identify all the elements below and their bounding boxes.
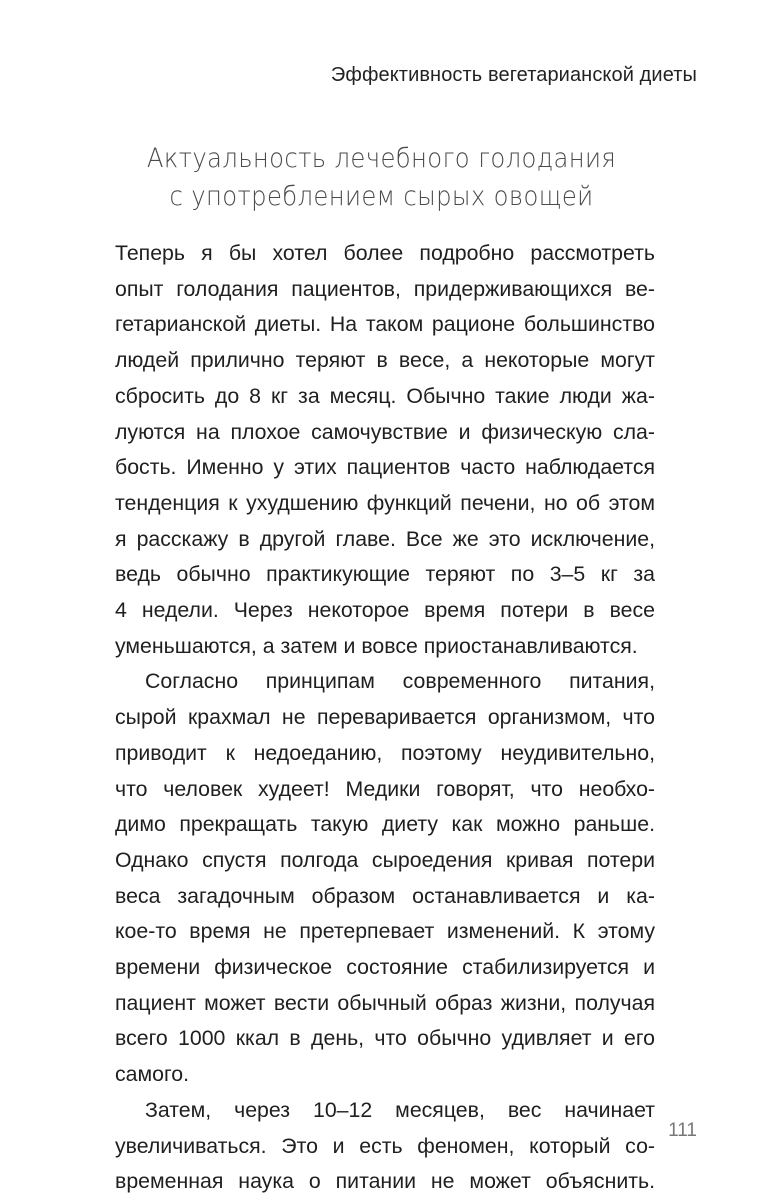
- running-header: Эффективность вегетарианской диеты: [330, 64, 697, 86]
- text-line: увеличиваться. Это и есть феномен, который со-: [115, 1133, 655, 1158]
- text-line: опыт голодания пациентов, придерживающихся ве-: [115, 276, 655, 301]
- text-line: веса загадочным образом останавливается и ка-: [115, 883, 655, 908]
- text-line: всего 1000 ккал в день, что обычно удивляет и его: [115, 1026, 655, 1051]
- text-line: ведь обычно практикующие теряют по 3–5 кг за: [115, 562, 655, 587]
- body-text: [115, 236, 655, 1200]
- chapter-title-line: Актуальность лечебного голодания: [146, 143, 617, 174]
- text-line: гетарианской диеты. На таком рационе большинство: [115, 312, 655, 337]
- text-line: луются на плохое самочувствие и физическую сла-: [115, 419, 655, 444]
- text-line: пациент может вести обычный образ жизни, получая: [115, 990, 655, 1015]
- paragraph: [115, 664, 655, 1092]
- paragraph: [115, 236, 655, 664]
- chapter-title-line: с употреблением сырых овощей: [169, 181, 594, 212]
- text-line: бость. Именно у этих пациентов часто наблюдается: [115, 455, 655, 480]
- text-line: кое-то время не претерпевает изменений. К этому: [115, 919, 655, 944]
- text-line: Затем, через 10–12 месяцев, вес начинает: [145, 1097, 655, 1122]
- text-line: 4 недели. Через некоторое время потери в весе: [115, 598, 655, 623]
- chapter-title: [128, 140, 635, 216]
- text-line: уменьшаются, а затем и вовсе приостанавливаются.: [115, 633, 638, 658]
- text-line: временная наука о питании не может объяснить.: [115, 1169, 655, 1194]
- text-line: Согласно принципам современного питания,: [145, 669, 655, 694]
- text-line: димо прекращать такую диету как можно раньше.: [115, 812, 655, 837]
- text-line: я расскажу в другой главе. Все же это исключение,: [115, 526, 655, 551]
- text-line: сырой крахмал не переваривается организмом, что: [115, 705, 655, 730]
- text-line: самого.: [115, 1062, 190, 1087]
- text-line: сбросить до 8 кг за месяц. Обычно такие люди жа-: [115, 383, 655, 408]
- paragraph: [115, 1093, 655, 1200]
- text-line: Теперь я бы хотел более подробно рассмотреть: [115, 241, 655, 265]
- text-line: Однако спустя полгода сыроедения кривая потери: [115, 847, 655, 872]
- text-line: тенденция к ухудшению функций печени, но об этом: [115, 490, 655, 515]
- text-line: времени физическое состояние стабилизируется и: [115, 955, 655, 980]
- text-line: что человек худеет! Медики говорят, что необхо-: [115, 776, 655, 801]
- text-line: людей прилично теряют в весе, а некоторые могут: [115, 348, 655, 373]
- page-number: 111: [668, 1120, 697, 1141]
- text-line: приводит к недоеданию, поэтому неудивительно,: [115, 740, 655, 765]
